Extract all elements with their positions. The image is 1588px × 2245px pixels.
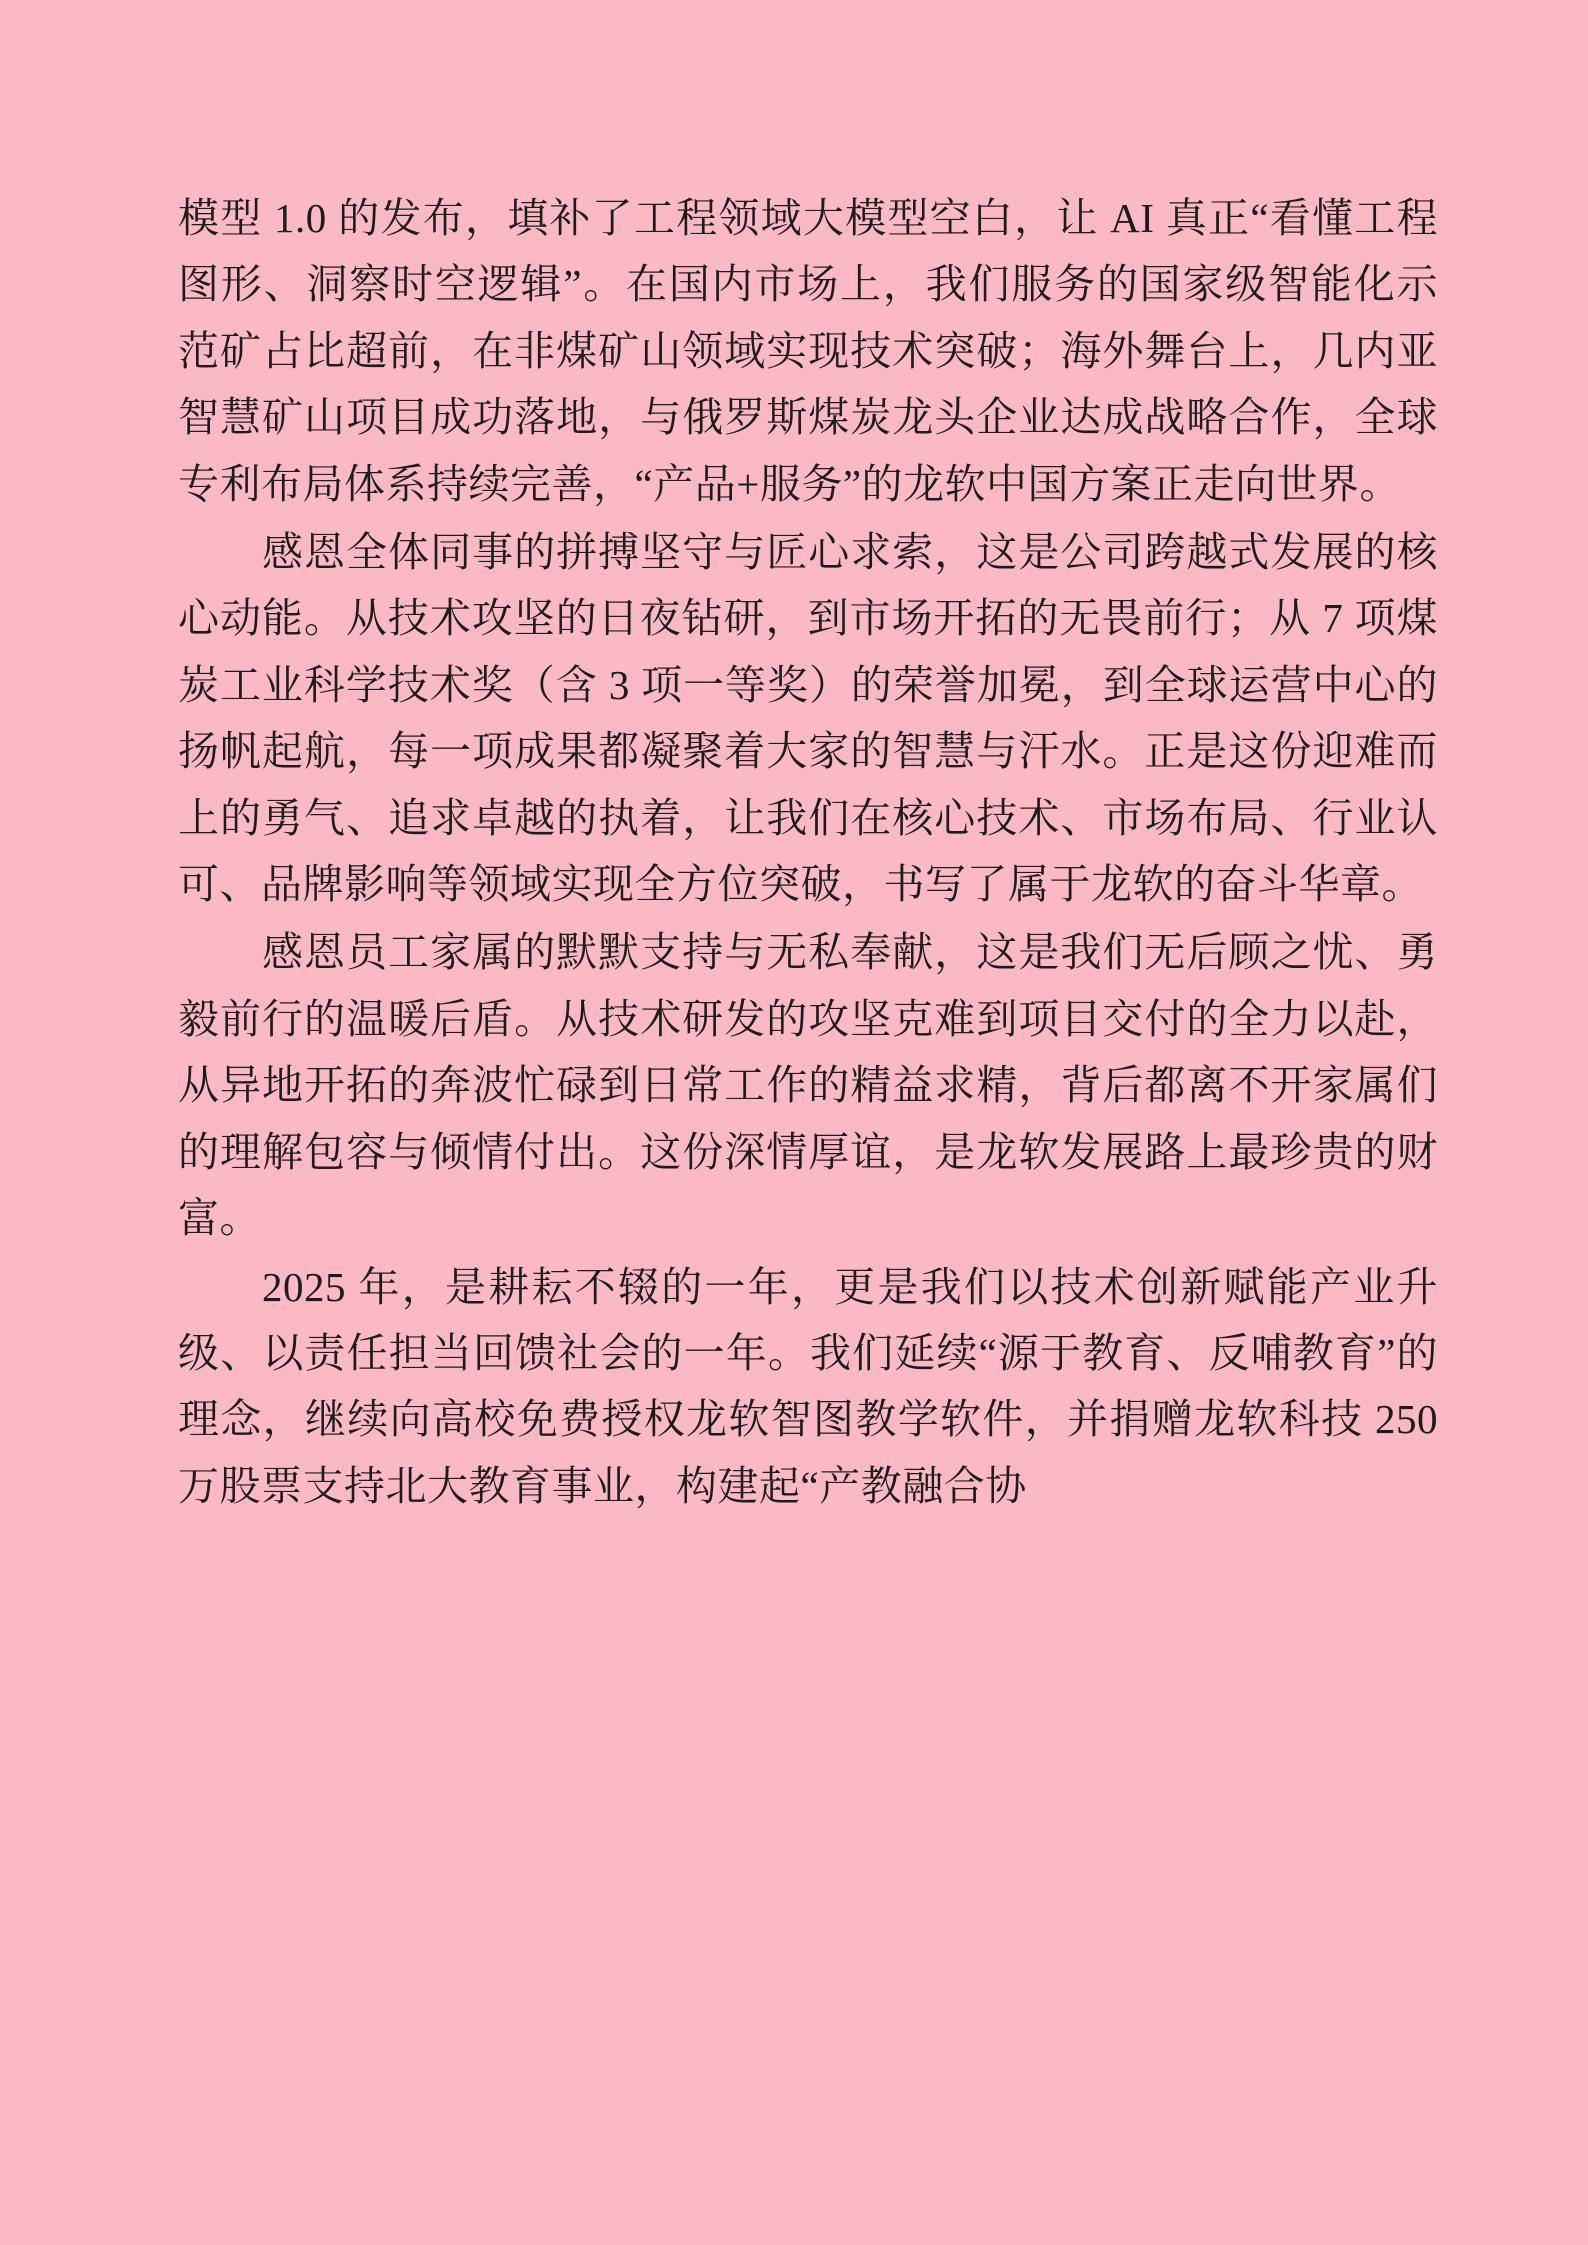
document-body <box>178 185 1438 1519</box>
paragraph-1: 模型 1.0 的发布，填补了工程领域大模型空白，让 AI 真正“看懂工程图形、洞察时空逻辑”。在国内市场上，我们服务的国家级智能化示范矿占比超前，在非煤矿山领域实现技术突破；海外舞台上，几内亚智慧矿山项目成功落地，与俄罗斯煤炭龙头企业达成战略合作，全球专利布局体系持续完善，“产品+服务”的龙软中国方案正走向世界。 <box>178 195 1438 507</box>
paragraph-2: 感恩全体同事的拼搏坚守与匠心求索，这是公司跨越式发展的核心动能。从技术攻坚的日夜钻研，到市场开拓的无畏前行；从 7 项煤炭工业科学技术奖（含 3 项一等奖）的荣誉加冕，到全球运营中心的扬帆起航，每一项成果都凝聚着大家的智慧与汗水。正是这份迎难而上的勇气、追求卓越的执着，让我们在核心技术、市场布局、行业认可、品牌影响等领域实现全方位突破，书写了属于龙软的奋斗华章。 <box>178 529 1438 908</box>
paragraph-4: 2025 年，是耕耘不辍的一年，更是我们以技术创新赋能产业升级、以责任担当回馈社会的一年。我们延续“源于教育、反哺教育”的理念，继续向高校免费授权龙软智图教学软件，并捐赠龙软科技 250 万股票支持北大教育事业，构建起“产教融合协 <box>178 1263 1438 1509</box>
paragraph-3: 感恩员工家属的默默支持与无私奉献，这是我们无后顾之忧、勇毅前行的温暖后盾。从技术研发的攻坚克难到项目交付的全力以赴，从异地开拓的奔波忙碌到日常工作的精益求精，背后都离不开家属们的理解包容与倾情付出。这份深情厚谊，是龙软发展路上最珍贵的财富。 <box>178 929 1438 1242</box>
